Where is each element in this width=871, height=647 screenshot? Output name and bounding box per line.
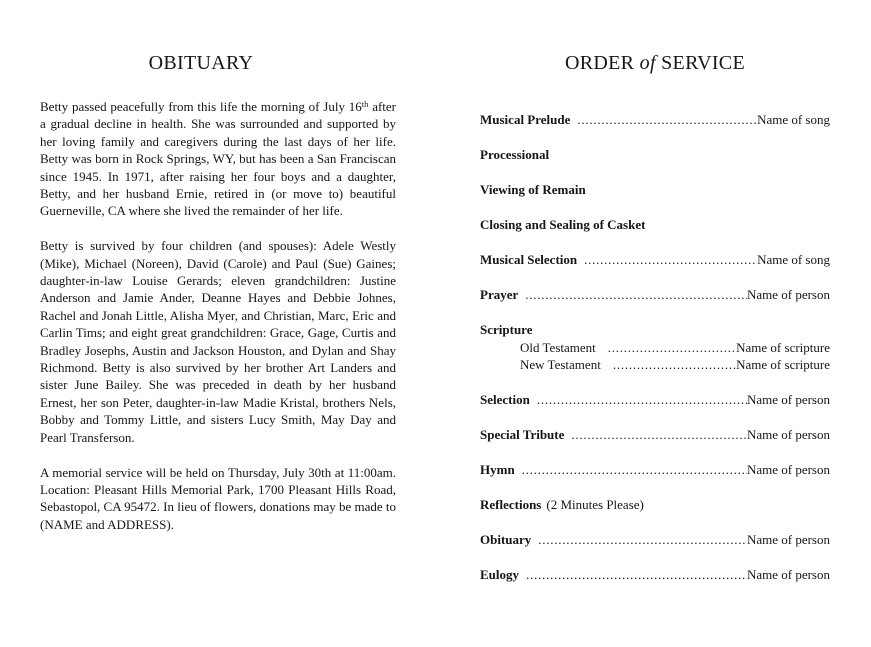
service-item-value: Name of person	[746, 427, 830, 442]
dot-leader	[564, 426, 747, 444]
dot-leader	[530, 391, 747, 409]
obituary-paragraph-1	[40, 96, 396, 220]
title-word-of: of	[639, 52, 656, 74]
dot-leader	[570, 111, 757, 129]
service-subitem-old-testament	[480, 339, 830, 357]
service-item-obituary	[480, 531, 830, 549]
service-item-label: Musical Selection	[480, 252, 578, 267]
ordinal-superscript: th	[361, 99, 369, 109]
service-item-value: Name of song	[757, 252, 830, 267]
obituary-paragraph-1-text: Betty passed peacefully from this life the morning of July 16	[40, 99, 362, 114]
service-item-label: Selection	[480, 392, 530, 407]
dot-leader	[596, 339, 736, 357]
obituary-paragraph-2: Betty is survived by four children (and spouses): Adele Westly (Mike), Michael (Noreen), David (Carole) and Paul (Sue) Gaines; daughter-in-law Louise Gerards; eleven grandchildren: Justine Anderson and Jamie Ander, Deanne Hayes and Debbie Johnes, Rachel and Jonah Little, Alisha Myer, and Christian, Marc, Eric and Carlin Tims; and eight great grandchildren: Grace, Gage, Curtis and Bradley Josephs, Austin and Jackson Houston, and Dylan and Shay Richmond. Betty is also survived by her brother Art Landers and sister June Bailey. She was preceded in death by her husband Ernest, her son Peter, daughter-in-law Madie Kristal, brothers Nels, Bobby and Tommy Little, and sisters Lucy Smith, May Day and Pearl Transferson.	[40, 238, 396, 445]
service-item-prayer	[480, 286, 830, 304]
dot-leader	[518, 286, 747, 304]
service-subitem-value: Name of scripture	[736, 357, 830, 372]
service-item-label: Viewing of Remain	[480, 182, 586, 197]
service-subitem-new-testament	[480, 356, 830, 374]
service-item-eulogy	[480, 566, 830, 584]
service-item-label: Closing and Sealing of Casket	[480, 217, 646, 232]
service-item-label: Obituary	[480, 532, 532, 547]
dot-leader	[519, 566, 747, 584]
service-item-value: Name of song	[757, 112, 830, 127]
obituary-text	[40, 96, 396, 533]
service-item-label: Musical Prelude	[480, 112, 571, 127]
service-items-list	[480, 111, 830, 584]
service-item-label: Reflections	[480, 497, 542, 512]
service-item-selection	[480, 391, 830, 409]
service-item-processional	[480, 146, 830, 164]
service-item-closing-and-sealing-of-casket	[480, 216, 830, 234]
order-of-service-section	[480, 52, 830, 601]
title-word-service: SERVICE	[661, 52, 745, 74]
service-item-viewing-of-remain	[480, 181, 830, 199]
obituary-paragraph-1-continued: after a gradual decline in health. She was surrounded and supported by her loving family and caregivers during the last days of her life. Betty was born in Rock Springs, WY, but has been a San Franciscan since 1945. In 1971, after raising her four boys and a daughter, Betty, and her husband Ernie, retired in (or move to) beautiful Guerneville, CA where she lived the remainder of her life.	[40, 99, 397, 219]
service-item-label: Eulogy	[480, 567, 520, 582]
service-item-label: Prayer	[480, 287, 519, 302]
service-item-note: (2 Minutes Please)	[546, 497, 644, 512]
service-item-label: Special Tribute	[480, 427, 565, 442]
service-item-value: Name of person	[746, 532, 830, 547]
obituary-paragraph-3: A memorial service will be held on Thursday, July 30th at 11:00am. Location: Pleasant Hills Memorial Park, 1700 Pleasant Hills Road, Sebastopol, CA 95472. In lieu of flowers, donations may be made to (NAME and ADDRESS).	[40, 464, 397, 532]
service-subitem-value: Name of scripture	[736, 339, 830, 355]
service-item-value: Name of person	[746, 462, 830, 477]
service-item-musical-selection	[480, 251, 830, 269]
service-item-label: Scripture	[480, 322, 533, 337]
dot-leader	[601, 356, 736, 374]
service-subitem-label: New Testament	[520, 357, 601, 372]
order-of-service-title	[480, 52, 830, 75]
service-item-hymn	[480, 461, 830, 479]
service-item-value: Name of person	[746, 392, 830, 407]
service-item-value: Name of person	[746, 567, 830, 582]
service-item-label: Processional	[480, 147, 550, 162]
dot-leader	[515, 461, 747, 479]
service-item-value: Name of person	[746, 287, 830, 302]
title-word-order: ORDER	[565, 52, 635, 74]
service-item-scripture	[480, 321, 830, 339]
obituary-title: OBITUARY	[148, 52, 254, 74]
obituary-section	[40, 52, 396, 533]
service-item-musical-prelude	[480, 111, 830, 129]
service-subitem-label: Old Testament	[520, 339, 596, 355]
service-item-reflections	[480, 496, 830, 514]
service-item-label: Hymn	[480, 462, 515, 477]
dot-leader	[577, 251, 757, 269]
dot-leader	[531, 531, 747, 549]
service-item-special-tribute	[480, 426, 830, 444]
